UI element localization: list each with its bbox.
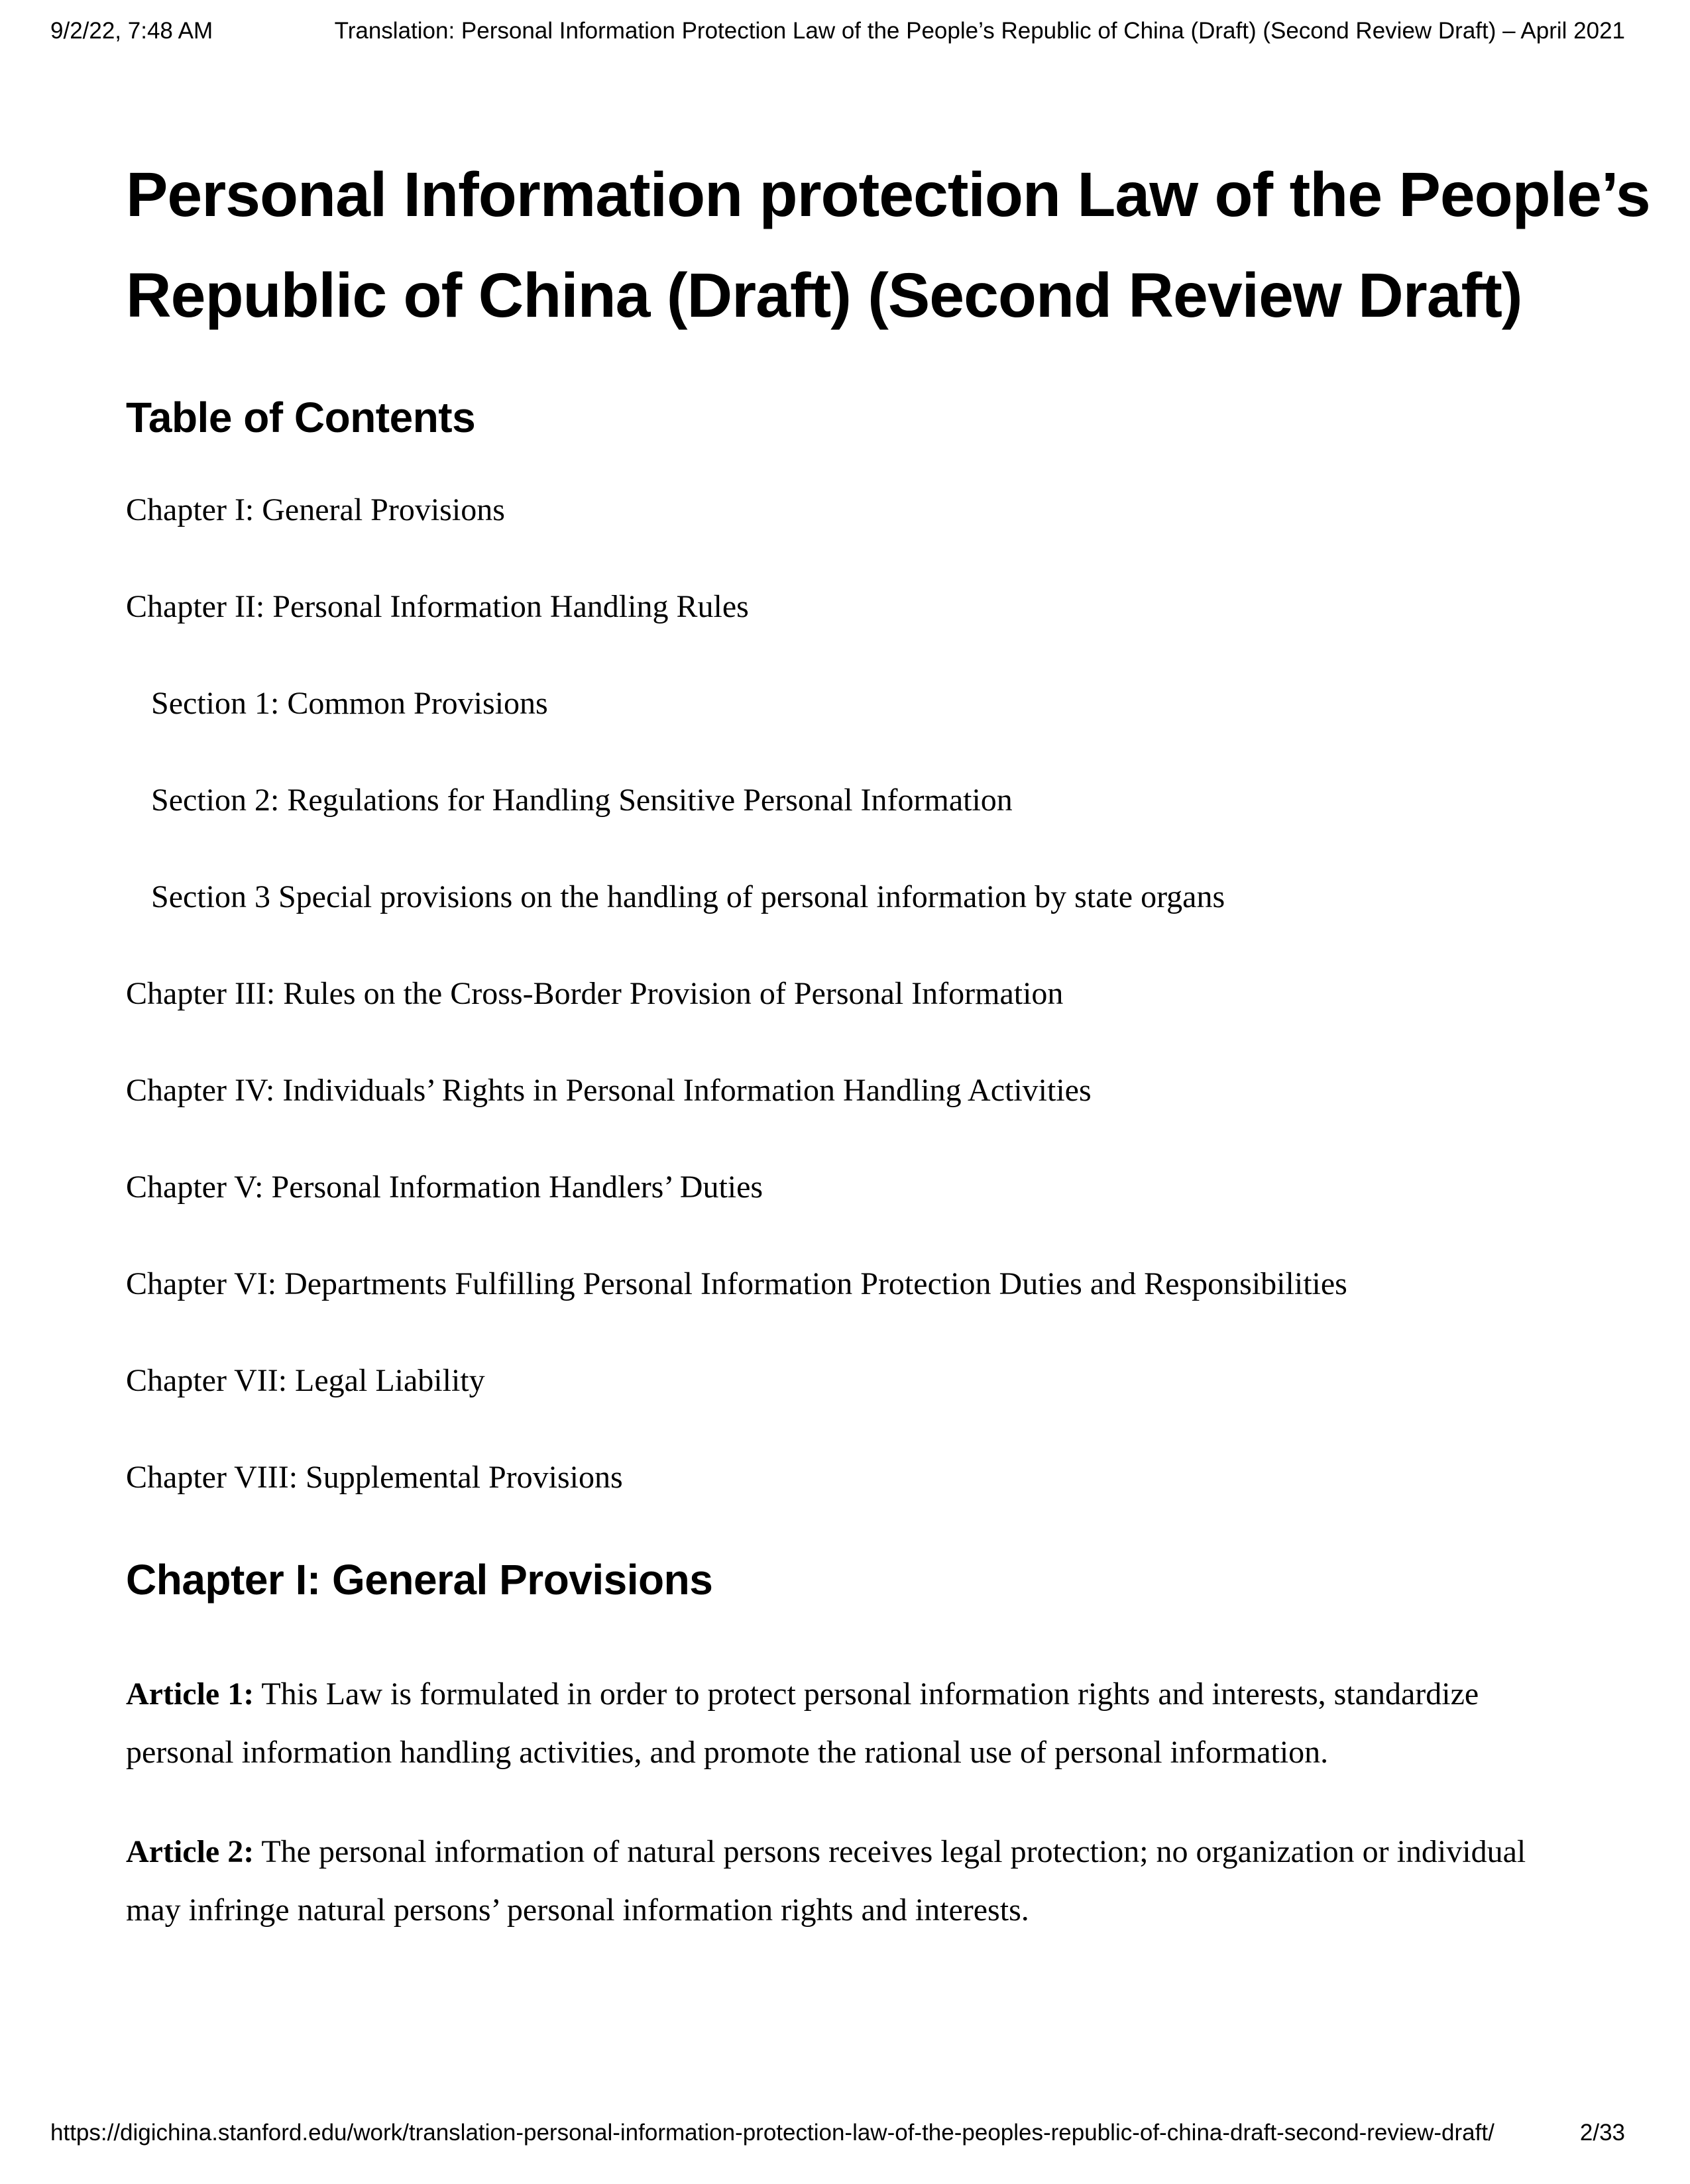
page-title-line-1: Personal Information protection Law of the People’s xyxy=(126,160,1650,230)
toc-item: Chapter V: Personal Information Handlers’ Duties xyxy=(126,1170,763,1205)
toc-item: Chapter II: Personal Information Handling Rules xyxy=(126,589,749,624)
source-url: https://digichina.stanford.edu/work/translation-personal-information-protection-law-of-the-peoples-republic-of-china-draft-second-review-draft/ xyxy=(50,2120,1494,2146)
article-label: Article 2: xyxy=(126,1834,254,1869)
toc-item: Section 2: Regulations for Handling Sensitive Personal Information xyxy=(151,783,1013,818)
table-of-contents xyxy=(126,490,1564,1498)
print-footer xyxy=(0,2119,1690,2147)
toc-item: Chapter IV: Individuals’ Rights in Personal Information Handling Activities xyxy=(126,1073,1092,1108)
toc-item: Chapter VI: Departments Fulfilling Personal Information Protection Duties and Responsibilities xyxy=(126,1266,1347,1301)
print-datetime: 9/2/22, 7:48 AM xyxy=(50,18,213,44)
toc-item: Section 1: Common Provisions xyxy=(151,686,548,721)
page-title-line-2: Republic of China (Draft) (Second Review Draft) xyxy=(126,260,1522,331)
articles-container xyxy=(126,1665,1564,1939)
article-text: This Law is formulated in order to protect personal information rights and interests, standardize personal information handling activities, and promote the rational use of personal information. xyxy=(126,1676,1479,1770)
chapter-heading: Chapter I: General Provisions xyxy=(126,1556,713,1604)
document-content xyxy=(126,0,1650,1939)
toc-item: Chapter III: Rules on the Cross-Border Provision of Personal Information xyxy=(126,976,1064,1011)
page-title xyxy=(126,144,1650,346)
toc-item: Chapter VIII: Supplemental Provisions xyxy=(126,1460,623,1495)
print-header-doc-title: Translation: Personal Information Protection Law of the People’s Republic of China (Draft) (Second Review Draft) – April 2021 xyxy=(334,18,1625,44)
toc-item: Chapter I: General Provisions xyxy=(126,492,505,527)
article-label: Article 1: xyxy=(126,1676,254,1712)
article-text: The personal information of natural persons receives legal protection; no organization or individual may infringe natural persons’ personal information rights and interests. xyxy=(126,1834,1526,1928)
page-number: 2/33 xyxy=(1579,2120,1625,2146)
article-paragraph xyxy=(126,1823,1564,1939)
toc-heading: Table of Contents xyxy=(126,394,476,441)
toc-item: Chapter VII: Legal Liability xyxy=(126,1363,485,1398)
article-paragraph xyxy=(126,1665,1564,1782)
toc-item: Section 3 Special provisions on the handling of personal information by state organs xyxy=(151,879,1225,914)
